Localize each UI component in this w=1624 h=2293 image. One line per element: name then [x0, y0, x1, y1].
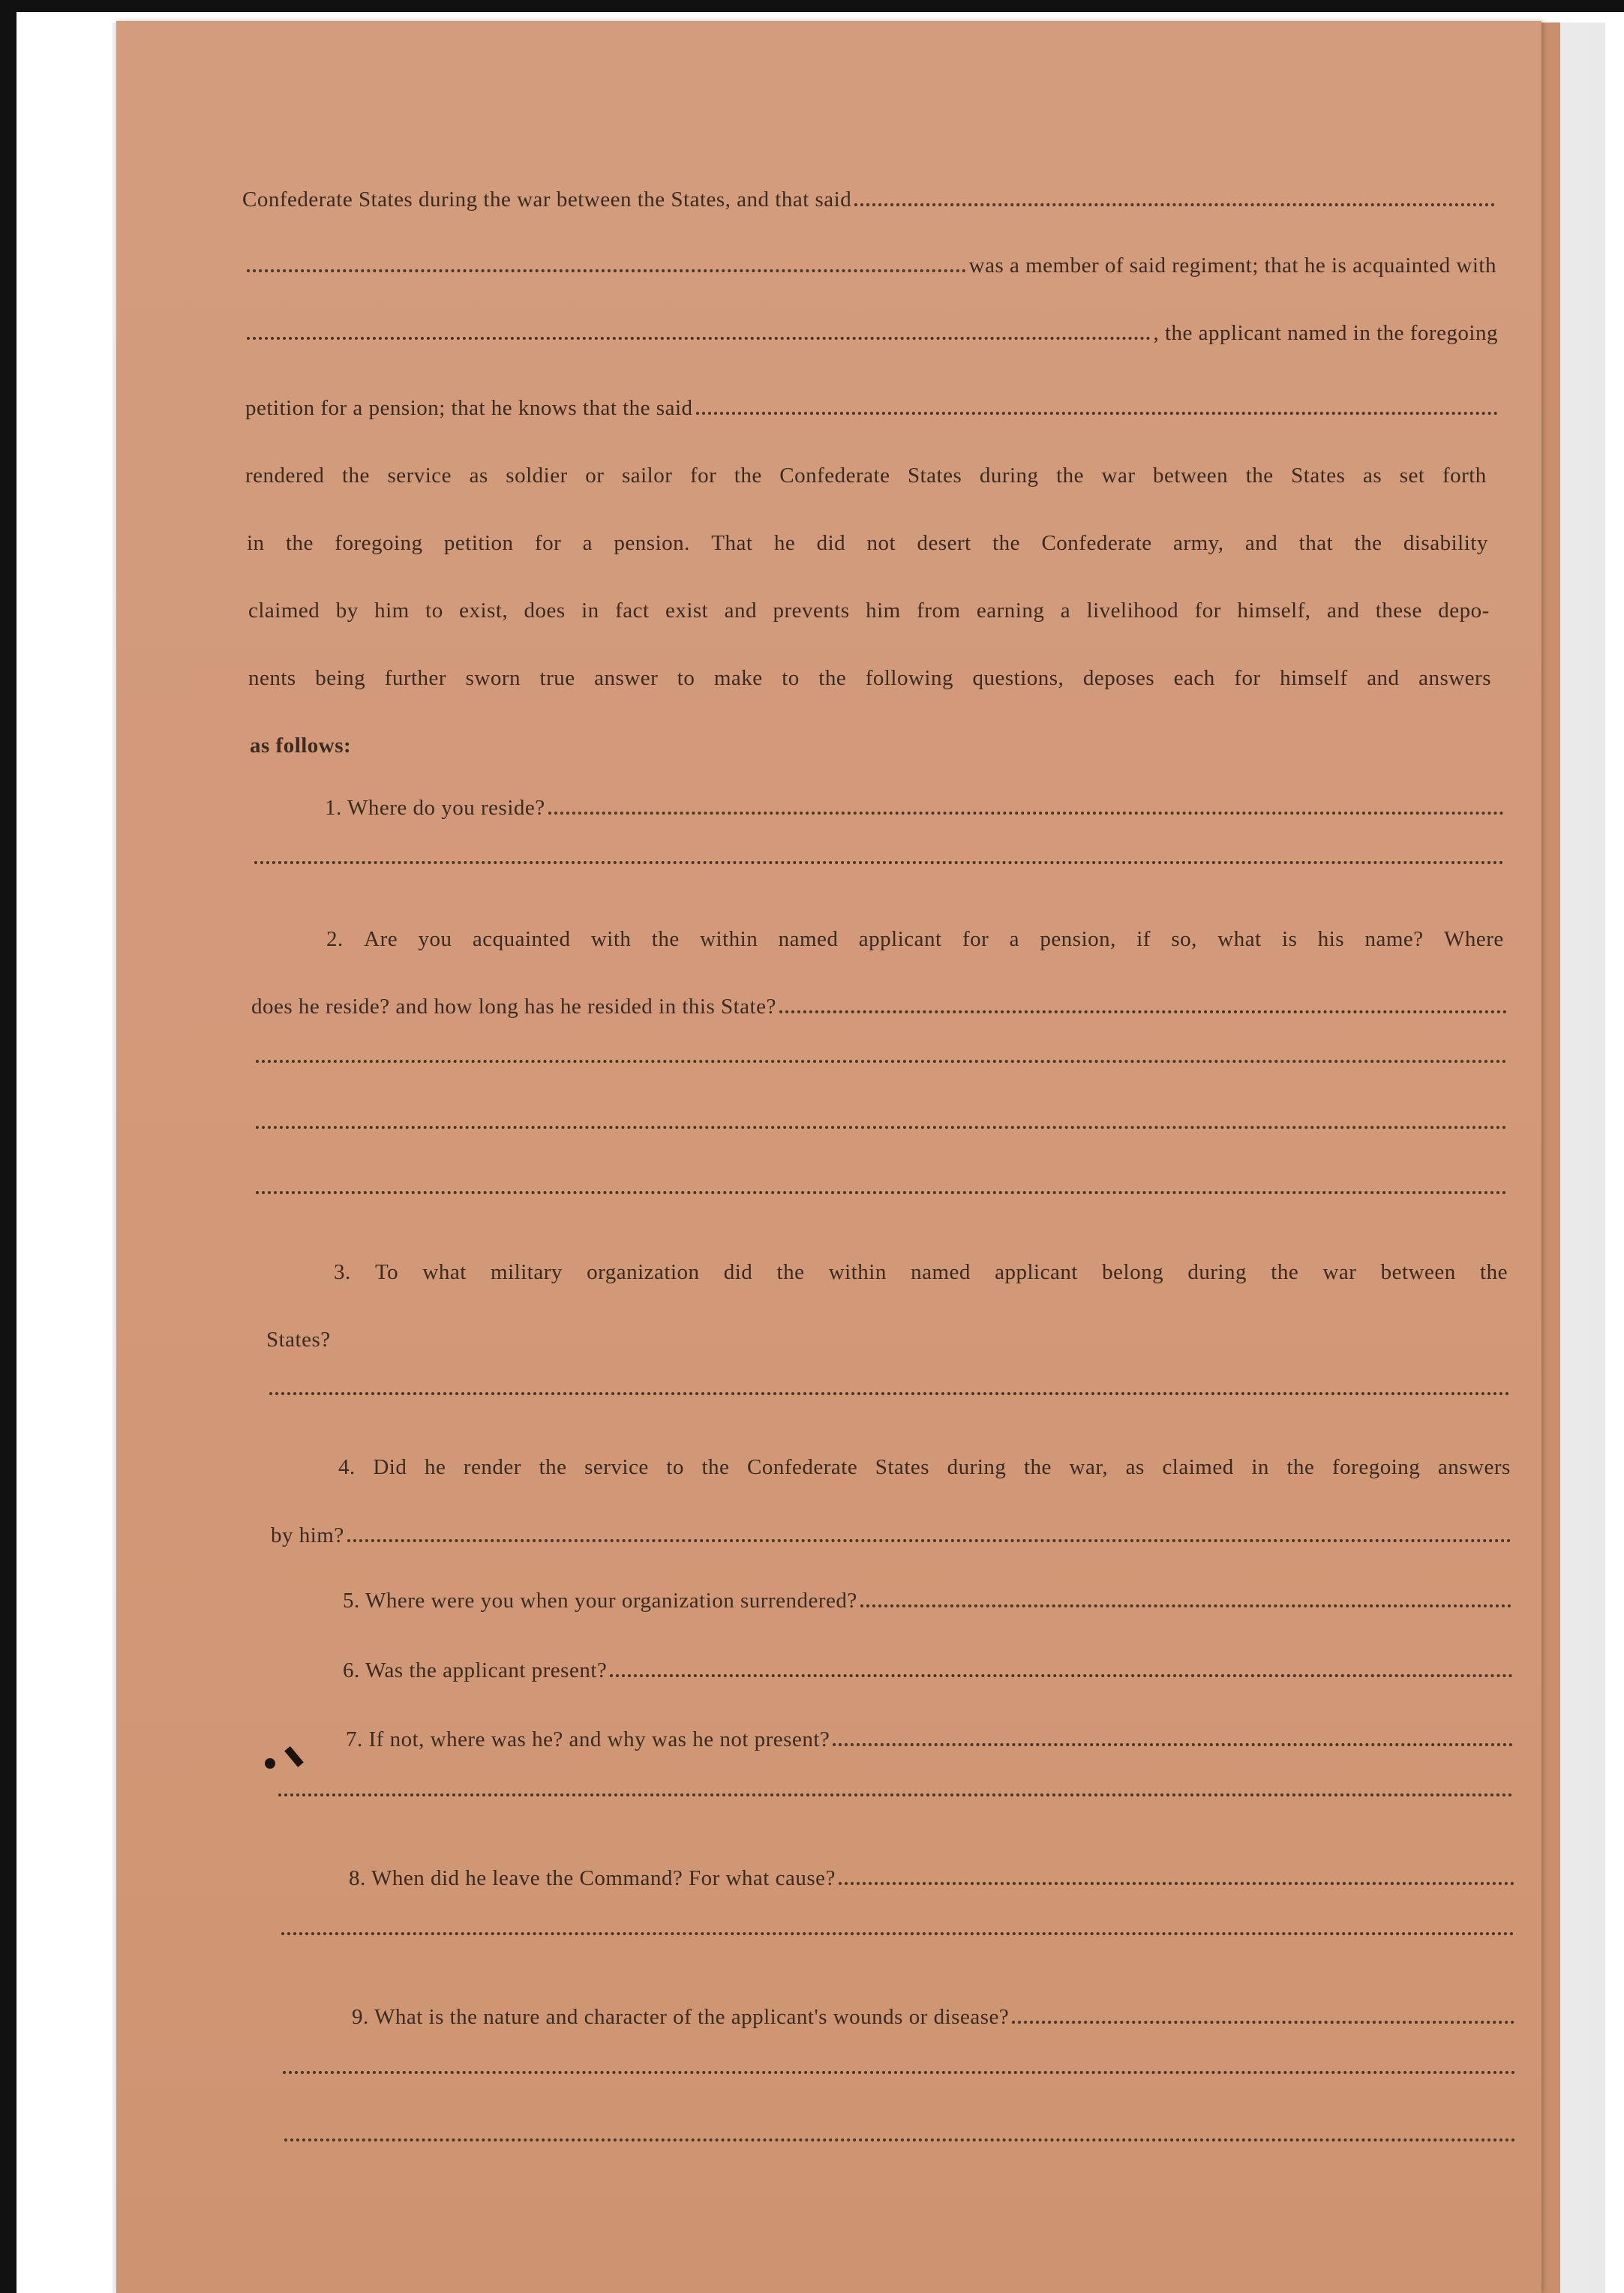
form-word: sailor [621, 464, 673, 488]
question-word: between [1380, 1260, 1456, 1284]
question-word: belong [1102, 1260, 1164, 1284]
question-text: does he reside? and how long has he resided in this State? [251, 995, 776, 1019]
question-3-cont [116, 1328, 1541, 1358]
question-word: Confederate [747, 1455, 858, 1479]
form-word: exist, [459, 599, 509, 623]
question-word: so, [1171, 927, 1197, 951]
form-word: Confederate [1041, 531, 1152, 555]
form-word: a [1060, 599, 1071, 623]
question-word: applicant [995, 1260, 1078, 1284]
form-word: States [908, 464, 962, 488]
form-word: for [1194, 599, 1221, 623]
form-word: each [1173, 666, 1215, 690]
question-word: what [1217, 927, 1262, 951]
answer-field[interactable] [284, 2138, 1516, 2141]
form-word: disability [1403, 531, 1488, 555]
question-text: 6. Was the applicant present? [343, 1658, 608, 1682]
question-word: what [422, 1260, 467, 1284]
answer-field[interactable] [256, 1126, 1507, 1129]
question-word: the [1023, 1455, 1052, 1479]
form-word: deposes [1082, 666, 1155, 690]
form-word: and [1326, 599, 1360, 623]
answer-line [116, 2071, 1541, 2101]
question-text: 5. Where were you when your organization surrendered? [343, 1589, 857, 1613]
question-word: name? [1364, 927, 1424, 951]
question-word: the [539, 1455, 567, 1479]
scan-top-edge [0, 0, 1624, 12]
form-word: himself [1280, 666, 1348, 690]
question-word: 2. [326, 927, 344, 951]
question-word: the [1271, 1260, 1299, 1284]
form-line-9 [116, 734, 1541, 764]
question-word: if [1136, 927, 1151, 951]
form-word: prevents [773, 599, 850, 623]
form-word: and [724, 599, 758, 623]
answer-field[interactable] [278, 1793, 1513, 1796]
question-word: acquainted [472, 927, 571, 951]
question-3 [334, 1260, 1508, 1290]
form-word: petition [443, 531, 514, 555]
blank-field[interactable] [854, 203, 1495, 206]
answer-line [116, 1126, 1541, 1156]
form-word: make [713, 666, 763, 690]
answer-field[interactable] [833, 1743, 1513, 1746]
form-text: Confederate States during the war between the States, and that said [242, 188, 852, 212]
form-word: exist [665, 599, 709, 623]
form-word: answer [594, 666, 659, 690]
answer-line [116, 1932, 1541, 1962]
scan-left-edge [0, 0, 17, 2293]
form-word: him [374, 599, 410, 623]
form-word: forth [1442, 464, 1487, 488]
question-word: you [418, 927, 452, 951]
answer-field[interactable] [269, 1392, 1510, 1395]
form-word: questions, [972, 666, 1064, 690]
form-word: foregoing [335, 531, 423, 555]
question-word: for [962, 927, 989, 951]
form-word: the [1056, 464, 1084, 488]
answer-field[interactable] [256, 1191, 1507, 1194]
answer-field[interactable] [256, 1060, 1507, 1063]
form-word: for [1234, 666, 1261, 690]
question-word: he [424, 1455, 446, 1479]
form-word: soldier [506, 464, 568, 488]
form-word: these [1375, 599, 1422, 623]
form-word: as [469, 464, 488, 488]
form-line-7 [248, 599, 1490, 629]
question-word: render [463, 1455, 521, 1479]
form-word: and [1244, 531, 1278, 555]
form-word: answers [1418, 666, 1491, 690]
form-word: him [866, 599, 901, 623]
question-word: Did [373, 1455, 407, 1479]
form-word: a [582, 531, 593, 555]
question-word: States [875, 1455, 930, 1479]
form-word: and [1367, 666, 1400, 690]
question-1 [116, 796, 1541, 826]
question-word: To [374, 1260, 399, 1284]
question-9 [116, 2005, 1541, 2035]
blank-field[interactable] [247, 337, 1151, 340]
form-word: from [917, 599, 961, 623]
question-word: his [1317, 927, 1345, 951]
question-word: in [1251, 1455, 1269, 1479]
form-word: service [387, 464, 452, 488]
question-8 [116, 1866, 1541, 1896]
answer-field[interactable] [548, 812, 1504, 815]
form-line-2 [116, 254, 1541, 284]
ink-mark [265, 1758, 275, 1769]
question-word: the [651, 927, 680, 951]
answer-field[interactable] [283, 2071, 1516, 2074]
form-word: further [384, 666, 447, 690]
question-text: 7. If not, where was he? and why was he not present? [346, 1727, 830, 1751]
answer-line [116, 1793, 1541, 1823]
answer-field[interactable] [839, 1882, 1514, 1885]
form-line-1 [116, 188, 1541, 218]
question-word: Where [1444, 927, 1504, 951]
question-word: 4. [338, 1455, 356, 1479]
blank-field[interactable] [696, 412, 1498, 415]
answer-field[interactable] [610, 1674, 1513, 1677]
question-word: foregoing [1332, 1455, 1421, 1479]
form-word: States [1291, 464, 1346, 488]
question-word: the [701, 1455, 730, 1479]
answer-field[interactable] [860, 1604, 1511, 1607]
form-text: , the applicant named in the foregoing [1153, 321, 1498, 345]
answer-line [116, 861, 1541, 891]
answer-line [116, 1191, 1541, 1221]
question-word: pension, [1040, 927, 1116, 951]
form-text: petition for a pension; that he knows that the said [245, 396, 693, 420]
question-4 [338, 1455, 1511, 1485]
question-2-cont [116, 995, 1541, 1025]
form-line-8 [248, 666, 1491, 696]
form-word: That [711, 531, 753, 555]
question-text: 9. What is the nature and character of the applicant's wounds or disease? [352, 2005, 1010, 2029]
form-word: for [534, 531, 562, 555]
question-word: the [776, 1260, 805, 1284]
form-word: war [1101, 464, 1136, 488]
question-word: claimed [1162, 1455, 1234, 1479]
blank-field[interactable] [247, 269, 966, 272]
question-word: the [1480, 1260, 1508, 1284]
answer-field[interactable] [1012, 2021, 1514, 2024]
question-word: organization [587, 1260, 700, 1284]
question-text: States? [266, 1328, 331, 1352]
question-word: 3. [334, 1260, 351, 1284]
question-word: the [1286, 1455, 1315, 1479]
form-word: or [585, 464, 605, 488]
form-text: as follows: [250, 734, 352, 758]
form-word: livelihood [1086, 599, 1179, 623]
question-word: with [590, 927, 632, 951]
form-word: following [865, 666, 953, 690]
form-word: that [1298, 531, 1334, 555]
question-word: during [947, 1455, 1007, 1479]
form-word: himself, [1237, 599, 1311, 623]
form-word: did [816, 531, 846, 555]
question-word: war [1322, 1260, 1357, 1284]
question-7 [116, 1727, 1541, 1757]
answer-field[interactable] [254, 861, 1504, 864]
form-word: set [1399, 464, 1425, 488]
question-6 [116, 1658, 1541, 1688]
form-word: the [1354, 531, 1382, 555]
question-word: as [1125, 1455, 1145, 1479]
form-line-4 [116, 396, 1541, 426]
form-word: the [992, 531, 1021, 555]
form-word: desert [917, 531, 971, 555]
form-line-3 [116, 321, 1541, 351]
form-word: the [818, 666, 847, 690]
question-word: is [1282, 927, 1298, 951]
question-word: service [584, 1455, 649, 1479]
form-word: nents [248, 666, 296, 690]
question-4-cont [116, 1523, 1541, 1553]
answer-field[interactable] [347, 1539, 1511, 1542]
question-word: within [700, 927, 758, 951]
form-word: in [581, 599, 599, 623]
form-word: as [1362, 464, 1382, 488]
form-text: was a member of said regiment; that he is acquainted with [968, 254, 1496, 278]
form-word: he [773, 531, 796, 555]
form-word: being [315, 666, 366, 690]
question-word: applicant [858, 927, 942, 951]
answer-line [116, 1392, 1541, 1422]
form-word: claimed [248, 599, 320, 623]
form-word: the [285, 531, 314, 555]
form-word: army, [1173, 531, 1224, 555]
form-word: in [247, 531, 265, 555]
question-word: did [723, 1260, 753, 1284]
form-word: by [335, 599, 359, 623]
form-word: pension. [614, 531, 690, 555]
form-word: the [1245, 464, 1274, 488]
form-word: Confederate [779, 464, 890, 488]
form-word: not [866, 531, 896, 555]
pension-form-page [116, 21, 1541, 2293]
form-line-6 [247, 531, 1488, 561]
form-word: to [677, 666, 695, 690]
question-2 [326, 927, 1504, 957]
question-word: a [1009, 927, 1020, 951]
question-text: by him? [271, 1523, 344, 1547]
form-line-5 [245, 464, 1487, 494]
question-word: military [491, 1260, 563, 1284]
question-text: 1. Where do you reside? [325, 796, 545, 820]
form-word: the [734, 464, 762, 488]
question-word: answers [1437, 1455, 1511, 1479]
question-word: within [828, 1260, 887, 1284]
form-word: rendered [245, 464, 325, 488]
question-word: to [666, 1455, 684, 1479]
form-word: to [782, 666, 800, 690]
form-word: does [524, 599, 566, 623]
form-word: during [979, 464, 1039, 488]
form-word: between [1153, 464, 1229, 488]
form-word: fact [615, 599, 650, 623]
answer-line [116, 2138, 1541, 2168]
form-word: depo- [1438, 599, 1490, 623]
question-word: during [1187, 1260, 1247, 1284]
form-word: true [539, 666, 575, 690]
form-word: sworn [465, 666, 521, 690]
form-word: to [425, 599, 443, 623]
question-word: war, [1069, 1455, 1109, 1479]
question-text: 8. When did he leave the Command? For what cause? [349, 1866, 836, 1890]
form-word: for [689, 464, 717, 488]
question-word: Are [364, 927, 398, 951]
answer-line [116, 1060, 1541, 1090]
question-5 [116, 1589, 1541, 1619]
question-word: named [911, 1260, 971, 1284]
answer-field[interactable] [281, 1932, 1514, 1935]
form-word: earning [976, 599, 1045, 623]
form-word: the [341, 464, 370, 488]
answer-field[interactable] [779, 1010, 1507, 1013]
question-word: named [778, 927, 839, 951]
